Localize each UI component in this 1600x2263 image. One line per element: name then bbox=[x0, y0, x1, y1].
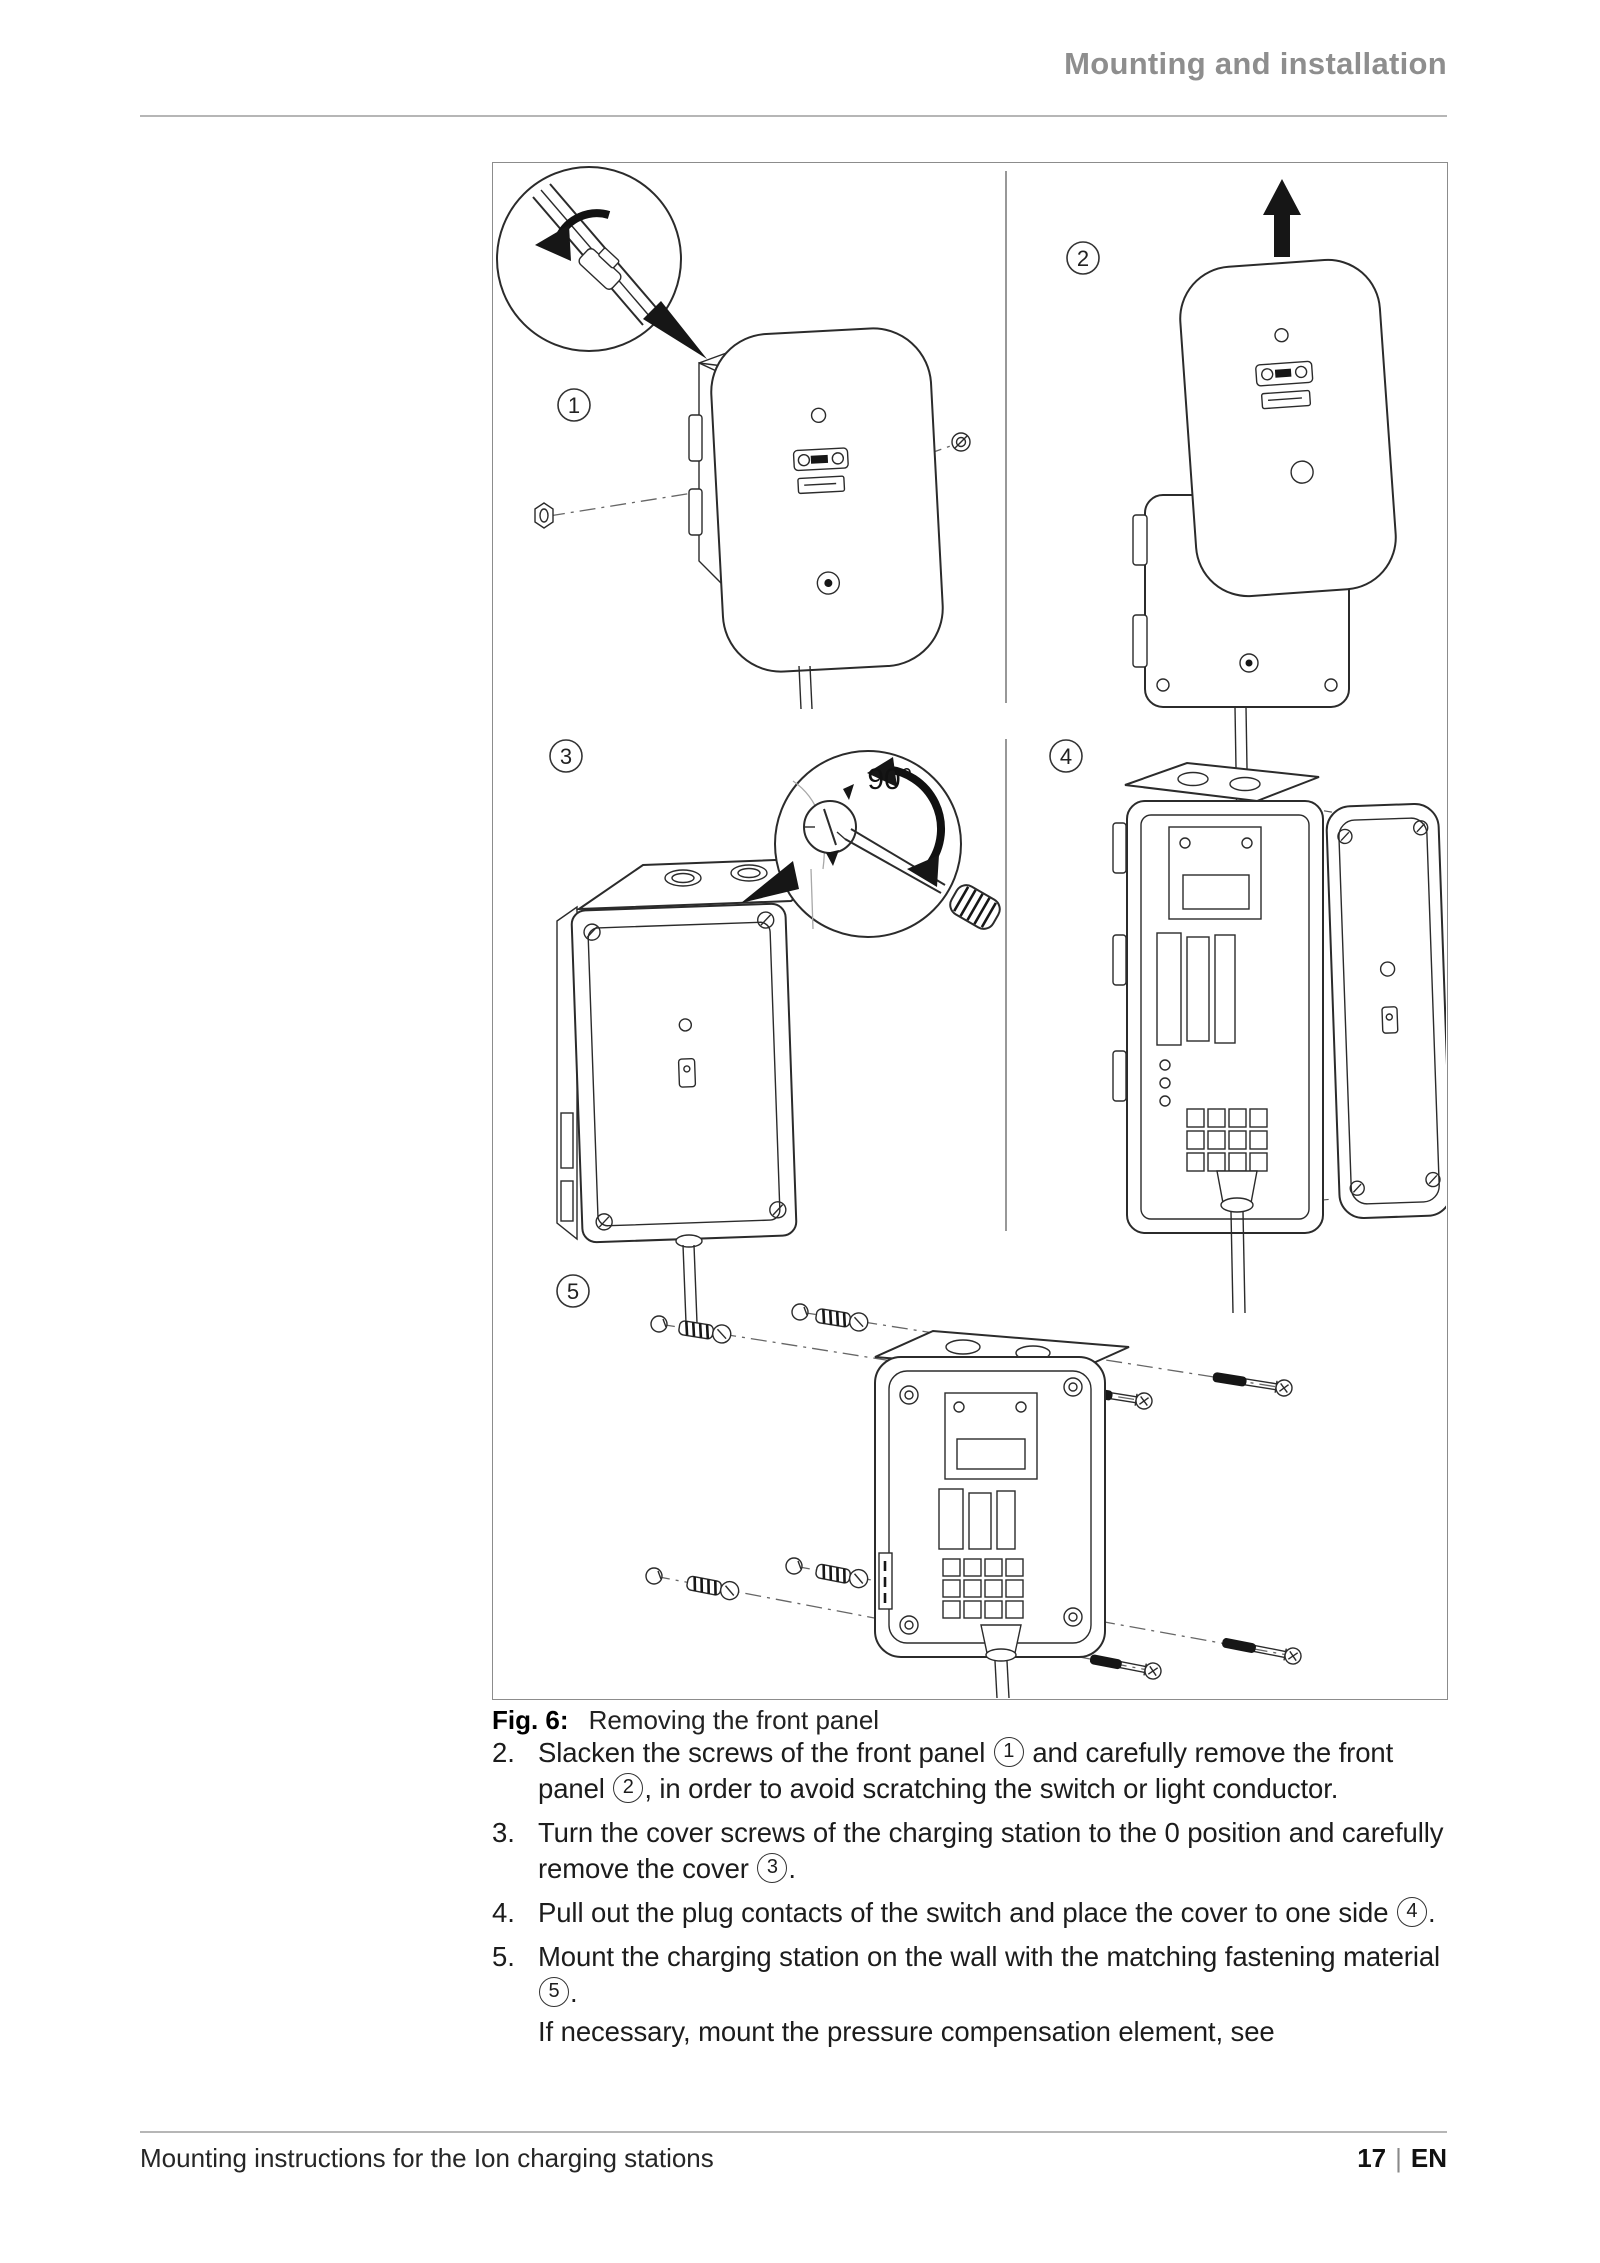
panel-4-cover-aside bbox=[1050, 740, 1446, 1313]
step-4 bbox=[492, 1895, 1450, 1931]
wall-anchor-icon bbox=[815, 1562, 869, 1590]
step-text: Turn the cover screws of the charging station to the 0 position and carefully remove the cover 3 . bbox=[538, 1817, 1444, 1884]
screw-icon bbox=[952, 433, 970, 451]
cable bbox=[676, 1235, 702, 1323]
svg-text:4: 4 bbox=[1059, 744, 1073, 769]
page-number: 17 bbox=[1357, 2143, 1387, 2173]
svg-text:1: 1 bbox=[567, 393, 581, 418]
figure-ref-2 bbox=[1067, 242, 1099, 274]
step-text: Pull out the plug contacts of the switch and place the cover to one side 4 . bbox=[538, 1897, 1436, 1928]
figure-ref-inline: 1 bbox=[994, 1737, 1024, 1767]
step-marker: 3. bbox=[492, 1817, 515, 1848]
svg-text:2: 2 bbox=[1076, 246, 1090, 271]
figure-ref-1 bbox=[558, 389, 590, 421]
station-open bbox=[1113, 763, 1323, 1313]
step-marker: 5. bbox=[492, 1941, 515, 1972]
page-separator: | bbox=[1395, 2143, 1402, 2173]
magnifier-screw-detail bbox=[775, 751, 1004, 937]
figure-ref-5 bbox=[557, 1275, 589, 1307]
footer-rule bbox=[140, 2131, 1447, 2133]
figure-caption-label: Fig. 6: bbox=[492, 1705, 569, 1735]
svg-text:3: 3 bbox=[559, 744, 573, 769]
panel-3-turn-cover-screws bbox=[550, 740, 1004, 1323]
figure-ref-inline: 4 bbox=[1397, 1897, 1427, 1927]
step-3 bbox=[492, 1815, 1450, 1887]
panel-5-wall-mounting bbox=[557, 1275, 1302, 1698]
front-panel-lifted bbox=[1177, 256, 1400, 599]
pointer-triangle bbox=[643, 301, 707, 359]
step-marker: 4. bbox=[492, 1897, 515, 1928]
panel-2-lift-front-panel bbox=[1067, 179, 1399, 829]
figure-caption-text: Removing the front panel bbox=[588, 1705, 880, 1735]
step-marker: 2. bbox=[492, 1737, 515, 1768]
figure-caption bbox=[492, 1705, 879, 1736]
header-rule bbox=[140, 115, 1447, 117]
front-panel bbox=[708, 325, 945, 674]
wall-anchor-icon bbox=[678, 1318, 732, 1344]
step-note: If necessary, mount the pressure compensation element, see bbox=[538, 2016, 1275, 2047]
nut-icon bbox=[535, 503, 553, 528]
cover-aside bbox=[1326, 803, 1446, 1219]
station-open bbox=[875, 1331, 1129, 1698]
step-text: Slacken the screws of the front panel 1 and carefully remove the front panel 2 , in order to avoid scratching the switch or light conductor. bbox=[538, 1737, 1394, 1804]
figure-ref-4 bbox=[1050, 740, 1082, 772]
page-title: Mounting and installation bbox=[1064, 46, 1447, 81]
step-5 bbox=[492, 1939, 1450, 2050]
step-text: Mount the charging station on the wall with the matching fastening material 5 . If necessary, mount the pressure compensation element, see bbox=[538, 1939, 1450, 2050]
footer-page-info bbox=[1357, 2143, 1447, 2174]
figure-ref-inline: 5 bbox=[539, 1977, 569, 2007]
step-2 bbox=[492, 1735, 1450, 1807]
angle-label: 90° bbox=[867, 763, 913, 796]
up-arrow-icon bbox=[1263, 179, 1301, 257]
cable bbox=[799, 666, 812, 709]
wall-anchor-icon bbox=[686, 1574, 740, 1602]
instruction-steps bbox=[492, 1735, 1450, 2058]
svg-text:5: 5 bbox=[566, 1279, 580, 1304]
figure-ref-inline: 3 bbox=[757, 1853, 787, 1883]
wall-anchor-icon bbox=[815, 1306, 869, 1332]
figure-illustration bbox=[493, 163, 1446, 1698]
figure-6 bbox=[492, 162, 1448, 1700]
language-code: EN bbox=[1410, 2143, 1447, 2173]
figure-ref-inline: 2 bbox=[613, 1773, 643, 1803]
washer-icon bbox=[646, 1304, 808, 1584]
footer-document-title: Mounting instructions for the Ion charging stations bbox=[140, 2143, 714, 2173]
panel-1-slacken-screws bbox=[497, 167, 970, 709]
figure-ref-3 bbox=[550, 740, 582, 772]
